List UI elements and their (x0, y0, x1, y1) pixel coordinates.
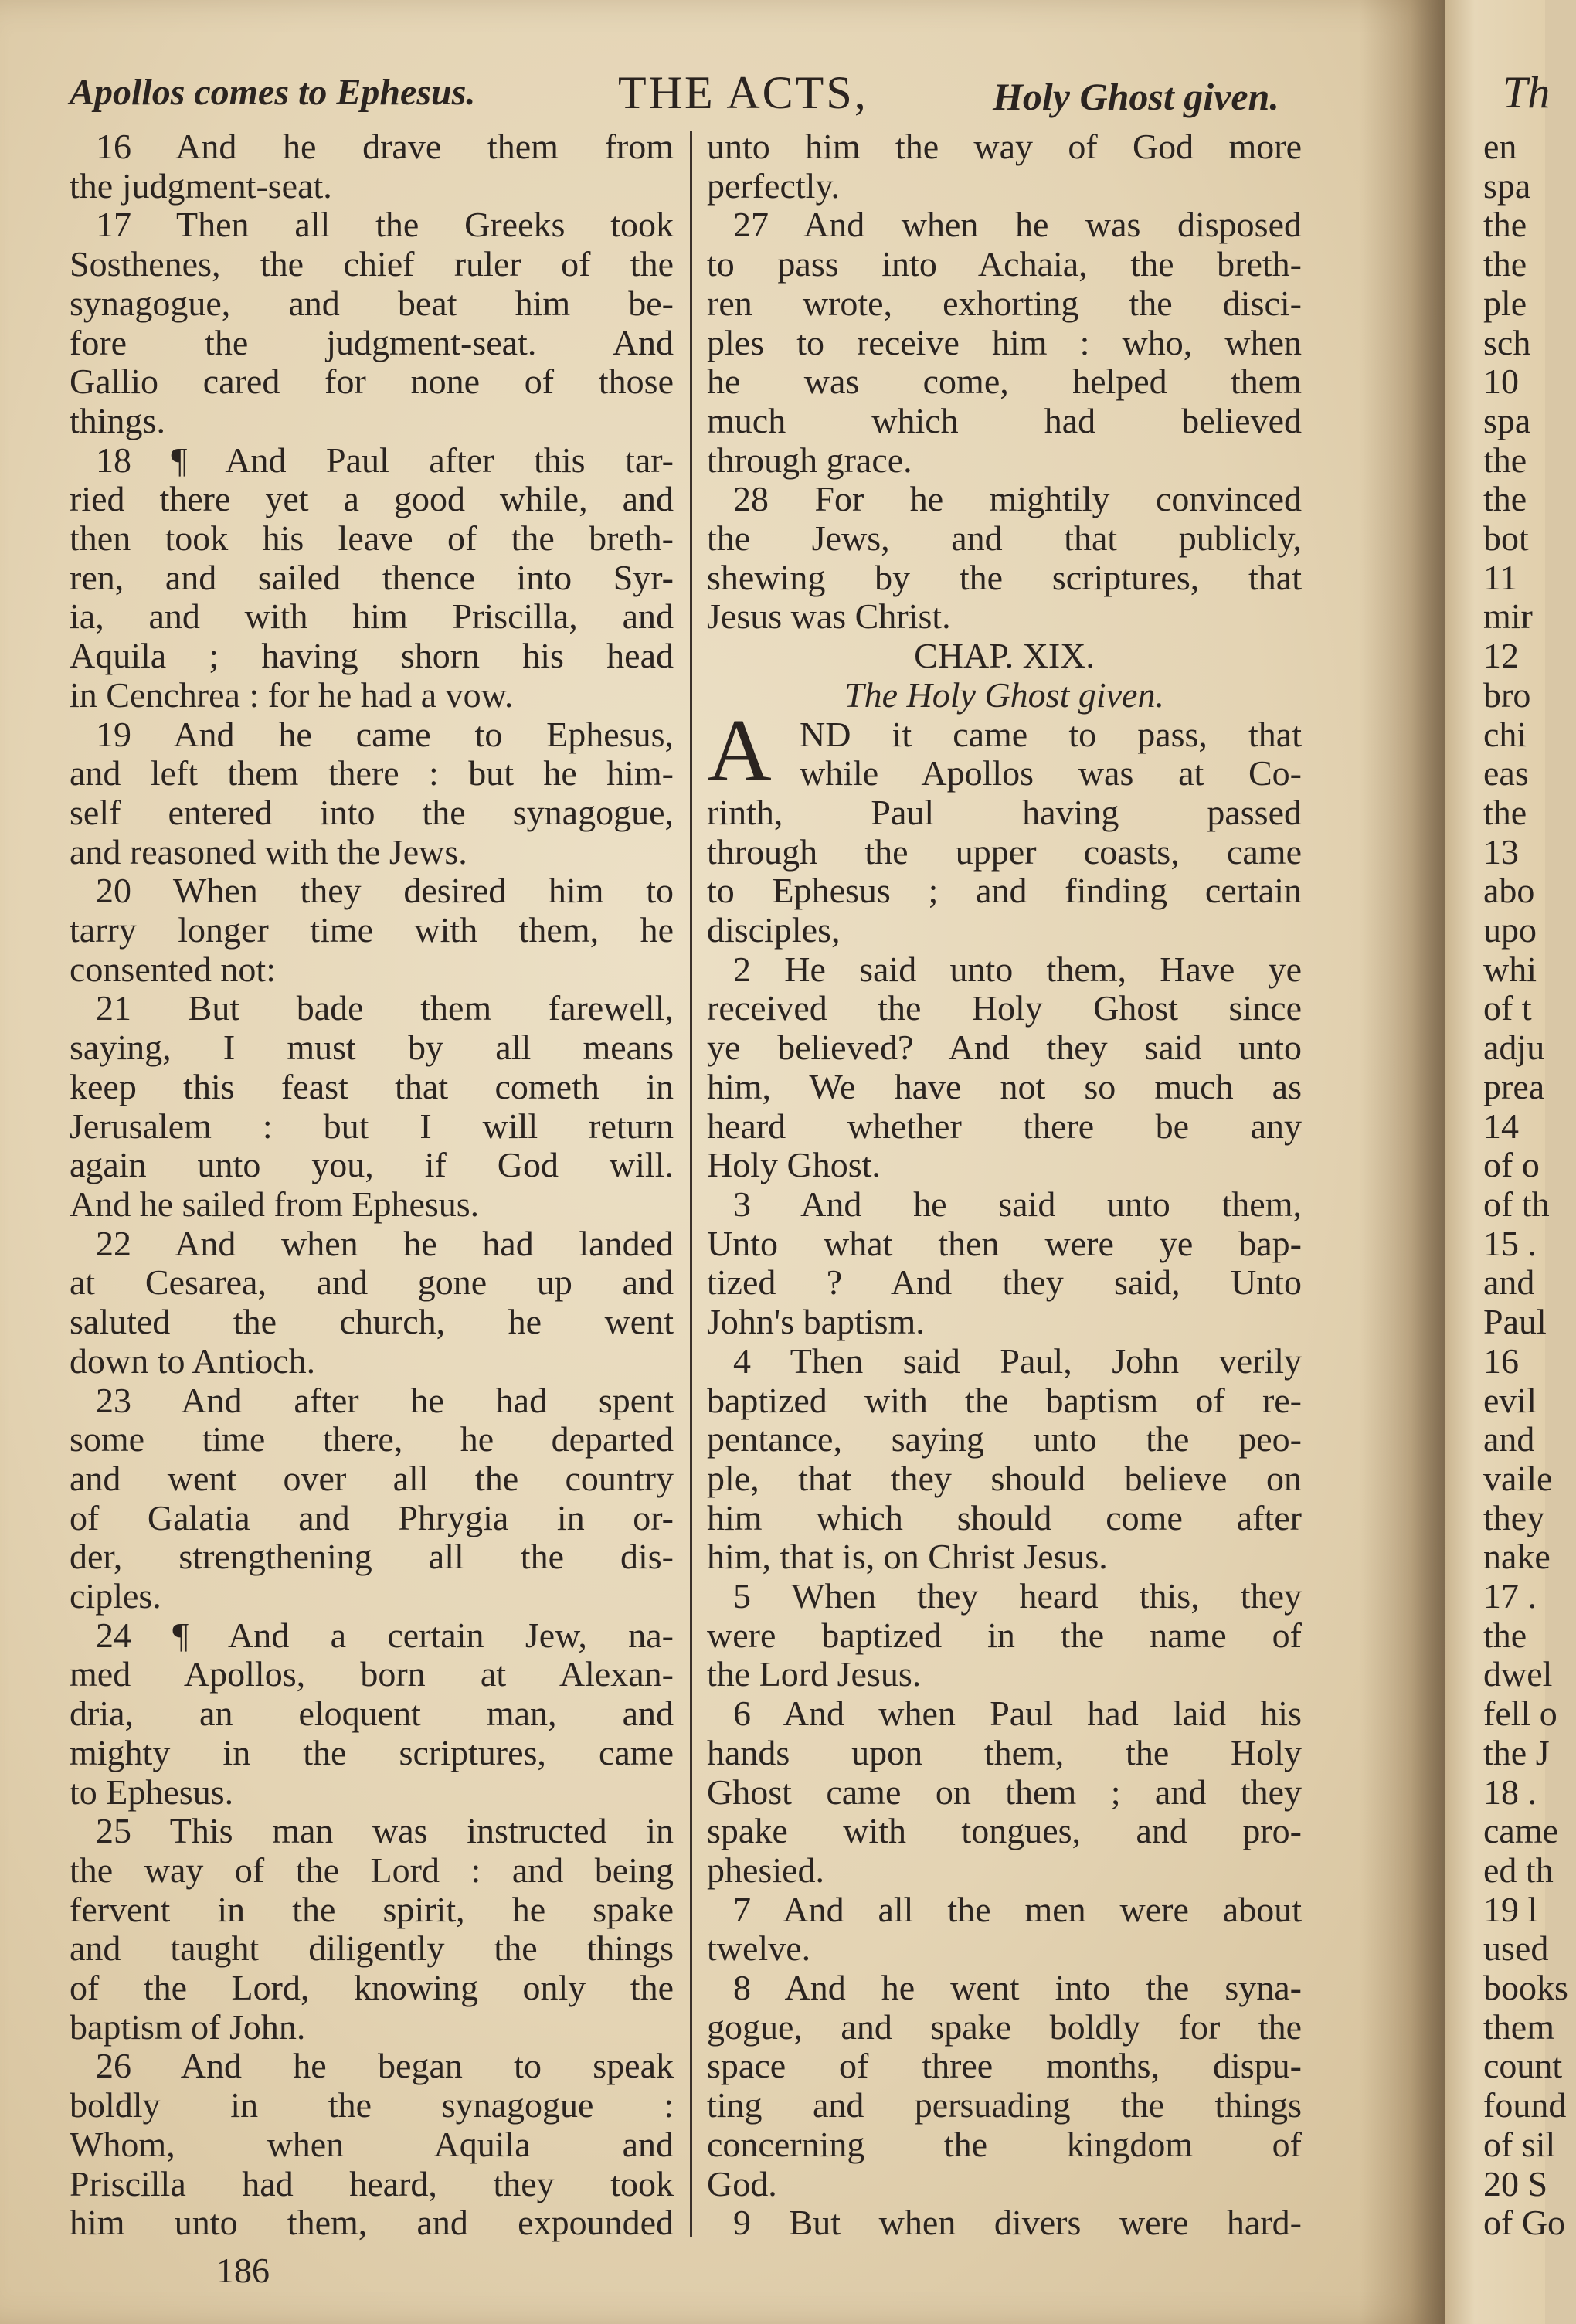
facing-page-fragment: 19 l (1483, 1889, 1538, 1929)
drop-cap: A (707, 701, 772, 800)
left-column-line: and taught diligently the things (70, 1928, 674, 1969)
left-column-line: Sosthenes, the chief ruler of the (70, 244, 674, 284)
left-column-line: fervent in the spirit, he spake (70, 1889, 674, 1929)
left-column-line: ren, and sailed thence into Syr- (70, 557, 674, 597)
right-column-line: concerning the kingdom of (707, 2124, 1302, 2164)
right-column-line: 28 For he mightily convinced (733, 479, 1302, 519)
right-column-line: him which should come after (707, 1497, 1302, 1537)
right-column-line: shewing by the scriptures, that (707, 557, 1302, 597)
facing-page-fragment: 20 S (1483, 2163, 1548, 2203)
left-column-line: the judgment-seat. (70, 165, 332, 206)
facing-page-fragment: whi (1483, 949, 1537, 989)
facing-page-fragment: 14 (1483, 1106, 1519, 1146)
facing-page-fragment: adju (1483, 1028, 1545, 1068)
facing-page-fragment: and (1483, 1262, 1535, 1303)
right-column-line: pentance, saying unto the peo- (707, 1419, 1302, 1459)
right-column-line: ple, that they should believe on (707, 1458, 1302, 1498)
facing-page-head: Th (1503, 67, 1551, 117)
left-column-line: and reasoned with the Jews. (70, 831, 467, 872)
right-column-line: hands upon them, the Holy (707, 1732, 1302, 1772)
left-column-line: keep this feast that cometh in (70, 1066, 674, 1106)
left-column-line: of Galatia and Phrygia in or- (70, 1497, 674, 1537)
right-column-line: The Holy Ghost given. (844, 674, 1164, 715)
left-column-line: Whom, when Aquila and (70, 2124, 674, 2164)
left-column-line: dria, an eloquent man, and (70, 1694, 674, 1734)
left-column-line: 23 And after he had spent (96, 1380, 674, 1420)
left-column-line: 26 And he began to speak (96, 2046, 674, 2086)
right-column-line: perfectly. (707, 165, 840, 206)
left-column-line: to Ephesus. (70, 1772, 234, 1812)
facing-page-fragment: 10 (1483, 362, 1519, 402)
page-number: 186 (216, 2251, 270, 2290)
left-column-line: med Apollos, born at Alexan- (70, 1654, 674, 1694)
right-column-line: John's baptism. (707, 1302, 925, 1342)
right-column-line: ren wrote, exhorting the disci- (707, 283, 1302, 323)
left-column-line: 22 And when he had landed (96, 1223, 674, 1263)
facing-page-fragment: sch (1483, 322, 1531, 362)
facing-page-text (1483, 127, 1576, 2243)
left-column-line: Aquila ; having shorn his head (70, 636, 674, 676)
right-column-line: to Ephesus ; and finding certain (707, 871, 1302, 911)
facing-page-fragment: mir (1483, 596, 1533, 637)
right-text-column (707, 127, 1302, 2243)
left-column-line: 17 Then all the Greeks took (96, 205, 674, 245)
gutter-shadow (1360, 0, 1445, 2324)
facing-page-fragment: of Go (1483, 2203, 1566, 2243)
right-column-line: 7 And all the men were about (733, 1889, 1302, 1929)
facing-page-fragment: they (1483, 1497, 1545, 1537)
right-column-line: disciples, (707, 910, 841, 950)
right-column-line: 8 And he went into the syna- (733, 1968, 1302, 2008)
left-column-line: in Cenchrea : for he had a vow. (70, 674, 514, 715)
running-head-title: THE ACTS, (618, 67, 868, 118)
facing-page-fragment: vaile (1483, 1458, 1553, 1498)
right-column-line: him, that is, on Christ Jesus. (707, 1537, 1108, 1577)
facing-page-fragment: the (1483, 792, 1527, 832)
right-column-line: him, We have not so much as (707, 1066, 1302, 1106)
right-column-line: tized ? And they said, Unto (707, 1262, 1302, 1303)
right-column-line: ye believed? And they said unto (707, 1028, 1302, 1068)
left-column-line: Gallio cared for none of those (70, 362, 674, 402)
right-column-line: while Apollos was at Co- (800, 753, 1302, 793)
right-column-line: Jesus was Christ. (707, 596, 951, 637)
left-column-line: and left them there : but he him- (70, 753, 674, 793)
right-column-line: ND it came to pass, that (800, 714, 1302, 754)
facing-page-fragment: the (1483, 479, 1527, 519)
left-column-line: 25 This man was instructed in (96, 1811, 674, 1851)
left-column-line: of the Lord, knowing only the (70, 1968, 674, 2008)
left-column-line: 24 ¶ And a certain Jew, na- (96, 1615, 674, 1655)
left-column-line: And he sailed from Ephesus. (70, 1184, 480, 1224)
right-column-line: much which had believed (707, 400, 1302, 440)
facing-page-fragment: 11 (1483, 557, 1518, 597)
left-column-line: ried there yet a good while, and (70, 479, 674, 519)
right-column-line: 4 Then said Paul, John verily (733, 1340, 1302, 1381)
left-column-line: Jerusalem : but I will return (70, 1106, 674, 1146)
facing-page-fragment: 13 (1483, 831, 1519, 872)
column-rule (690, 131, 692, 2237)
right-column-line: God. (707, 2163, 777, 2203)
facing-page-fragment: 17 . (1483, 1576, 1537, 1616)
facing-page-fragment: of t (1483, 988, 1532, 1028)
left-column-line: and went over all the country (70, 1458, 674, 1498)
right-column-line: spake with tongues, and pro- (707, 1811, 1302, 1851)
right-column-line: 6 And when Paul had laid his (733, 1694, 1302, 1734)
facing-page-fragment: used (1483, 1928, 1549, 1969)
right-column-line: rinth, Paul having passed (707, 792, 1302, 832)
facing-page-fragment: of th (1483, 1184, 1550, 1224)
right-column-line: Ghost came on them ; and they (707, 1772, 1302, 1812)
left-column-line: down to Antioch. (70, 1340, 316, 1381)
right-column-line: the Jews, and that publicly, (707, 518, 1302, 559)
right-column-line: Unto what then were ye bap- (707, 1223, 1302, 1263)
left-column-line: baptism of John. (70, 2006, 306, 2047)
facing-page-fragment: evil (1483, 1380, 1537, 1420)
right-column-line: received the Holy Ghost since (707, 988, 1302, 1028)
left-column-line: mighty in the scriptures, came (70, 1732, 674, 1772)
left-column-line: 20 When they desired him to (96, 871, 674, 911)
right-column-line: space of three months, dispu- (707, 2046, 1302, 2086)
left-column-line: again unto you, if God will. (70, 1145, 674, 1185)
facing-page-fragment: the (1483, 440, 1527, 480)
facing-page-fragment: nake (1483, 1537, 1551, 1577)
facing-page-fragment: dwel (1483, 1654, 1553, 1694)
left-column-line: synagogue, and beat him be- (70, 283, 674, 323)
facing-page-fragment: fell o (1483, 1694, 1557, 1734)
right-column-line: through the upper coasts, came (707, 831, 1302, 872)
right-column-line: Holy Ghost. (707, 1145, 881, 1185)
right-column-line: gogue, and spake boldly for the (707, 2006, 1302, 2047)
facing-page-fragment: books (1483, 1968, 1568, 2008)
facing-page-fragment: and (1483, 1419, 1535, 1459)
right-column-line: the Lord Jesus. (707, 1654, 922, 1694)
left-column-line: then took his leave of the breth- (70, 518, 674, 559)
facing-page-fragment: the J (1483, 1732, 1550, 1772)
facing-page-fragment: 16 (1483, 1340, 1519, 1381)
right-column-line: 3 And he said unto them, (733, 1184, 1302, 1224)
facing-page-fragment: ed th (1483, 1850, 1554, 1890)
right-column-line: baptized with the baptism of re- (707, 1380, 1302, 1420)
facing-page-fragment: spa (1483, 400, 1531, 440)
running-head-right: Holy Ghost given. (993, 75, 1279, 118)
left-column-line: Priscilla had heard, they took (70, 2163, 674, 2203)
right-column-line: 9 But when divers were hard- (733, 2203, 1302, 2243)
facing-page-fragment: en (1483, 127, 1517, 166)
facing-page-fragment: 15 . (1483, 1223, 1537, 1263)
facing-page-fragment: the (1483, 244, 1527, 284)
facing-page-fragment: chi (1483, 714, 1527, 754)
left-column-line: 16 And he drave them from (96, 127, 674, 166)
right-column-line: 2 He said unto them, Have ye (733, 949, 1302, 989)
facing-page-fragment: spa (1483, 165, 1531, 206)
left-column-line: the way of the Lord : and being (70, 1850, 674, 1890)
left-column-line: consented not: (70, 949, 276, 989)
left-column-line: fore the judgment-seat. And (70, 322, 674, 362)
facing-page-fragment: of o (1483, 1145, 1540, 1185)
running-head-left: Apollos comes to Ephesus. (70, 72, 476, 113)
left-column-line: 19 And he came to Ephesus, (96, 714, 674, 754)
facing-page-fragment: count (1483, 2046, 1563, 2086)
left-column-line: at Cesarea, and gone up and (70, 1262, 674, 1303)
left-column-line: saluted the church, he went (70, 1302, 674, 1342)
facing-page-fragment: the (1483, 1615, 1527, 1655)
facing-page-fragment: Paul (1483, 1302, 1547, 1342)
right-column-line: to pass into Achaia, the breth- (707, 244, 1302, 284)
facing-page-fragment: came (1483, 1811, 1559, 1851)
facing-page-fragment: the (1483, 205, 1527, 245)
left-column-line: some time there, he departed (70, 1419, 674, 1459)
facing-page-fragment: ple (1483, 283, 1527, 323)
left-column-line: things. (70, 400, 165, 440)
facing-page-fragment: bot (1483, 518, 1529, 559)
right-column-line: he was come, helped them (707, 362, 1302, 402)
right-column-line: through grace. (707, 440, 912, 480)
facing-page-fragment: them (1483, 2006, 1554, 2047)
left-column-line: saying, I must by all means (70, 1028, 674, 1068)
left-column-line: tarry longer time with them, he (70, 910, 674, 950)
left-column-line: 18 ¶ And Paul after this tar- (96, 440, 674, 480)
facing-page-fragment: prea (1483, 1066, 1545, 1106)
facing-page-fragment: eas (1483, 753, 1529, 793)
right-column-line: CHAP. XIX. (914, 636, 1095, 676)
right-column-line: unto him the way of God more (707, 127, 1302, 166)
running-head (70, 67, 1306, 125)
left-column-line: him unto them, and expounded (70, 2203, 674, 2243)
right-column-line: heard whether there be any (707, 1106, 1302, 1146)
right-column-line: were baptized in the name of (707, 1615, 1302, 1655)
left-column-line: self entered into the synagogue, (70, 792, 674, 832)
right-column-line: phesied. (707, 1850, 825, 1890)
left-column-line: ciples. (70, 1576, 161, 1616)
facing-page-fragment: of sil (1483, 2124, 1556, 2164)
facing-page-fragment: 18 . (1483, 1772, 1537, 1812)
left-column-line: ia, and with him Priscilla, and (70, 596, 674, 637)
left-column-line: 21 But bade them farewell, (96, 988, 674, 1028)
facing-page-fragment: 12 (1483, 636, 1519, 676)
right-column-line: 27 And when he was disposed (733, 205, 1302, 245)
right-column-line: ting and persuading the things (707, 2085, 1302, 2125)
left-column-line: der, strengthening all the dis- (70, 1537, 674, 1577)
facing-page-fragment: abo (1483, 871, 1535, 911)
right-column-line: ples to receive him : who, when (707, 322, 1302, 362)
right-column-line: twelve. (707, 1928, 811, 1969)
left-column-line: boldly in the synagogue : (70, 2085, 674, 2125)
left-text-column (70, 127, 674, 2243)
right-column-line: 5 When they heard this, they (733, 1576, 1302, 1616)
facing-page-fragment: bro (1483, 674, 1531, 715)
facing-page-fragment: found (1483, 2085, 1567, 2125)
facing-page-fragment: upo (1483, 910, 1537, 950)
